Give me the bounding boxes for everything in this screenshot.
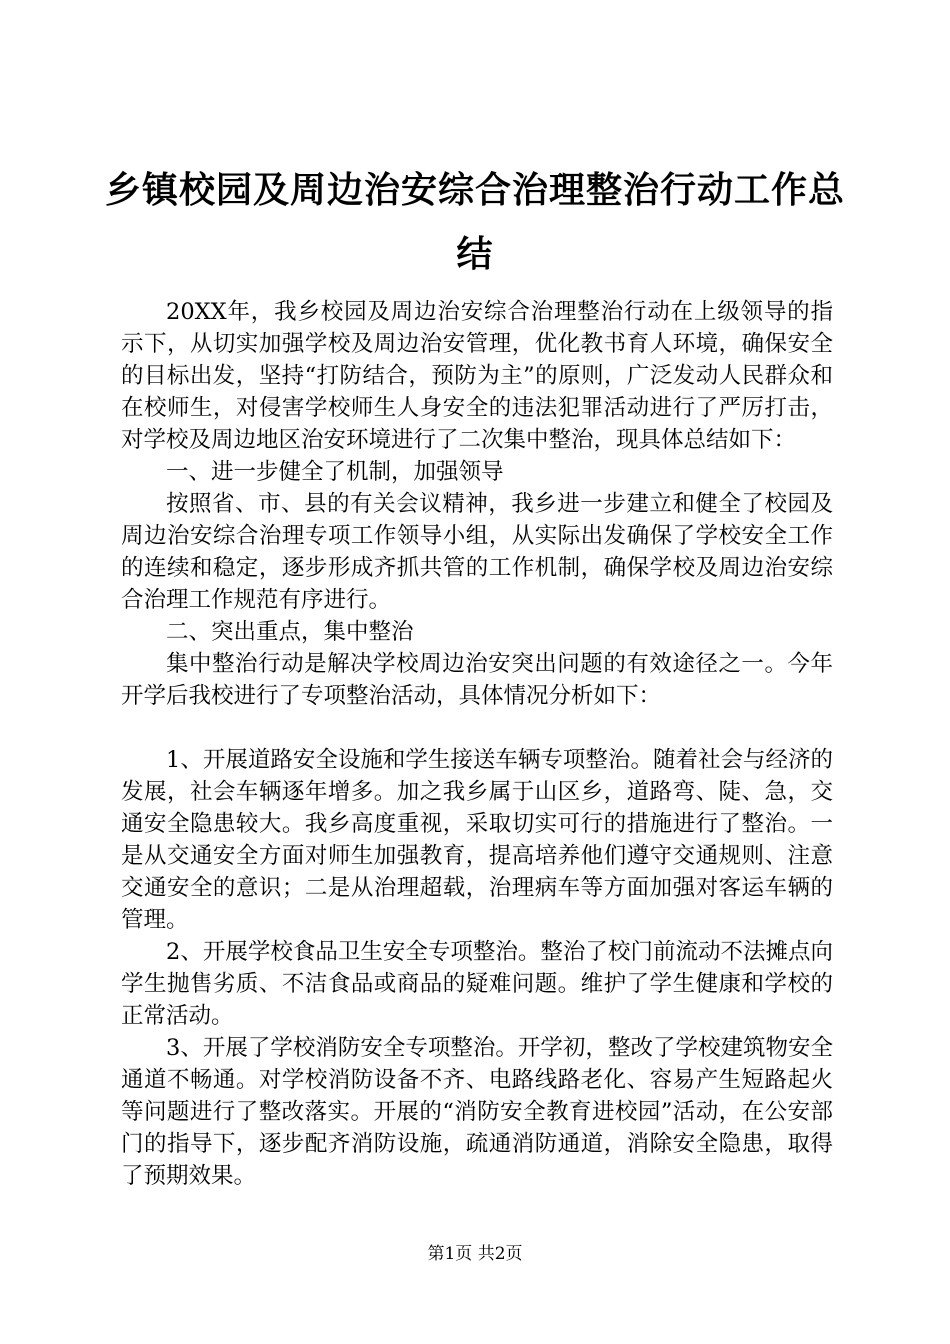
section-heading-1: 一、进一步健全了机制，加强领导: [166, 459, 504, 485]
section-heading-2: 二、突出重点，集中整治: [166, 619, 414, 645]
section-1-paragraph: 按照省、市、县的有关会议精神，我乡进一步建立和健全了校园及周边治安综合治理专项工作领导小组，从实际出发确保了学校安全工作的连续和稳定，逐步形成齐抓共管的工作机制，确保学校及周边治安综合治理工作规范有序进行。: [121, 491, 833, 613]
item-3-paragraph: 3、开展了学校消防安全专项整治。开学初，整改了学校建筑物安全通道不畅通。对学校消防设备不齐、电路线路老化、容易产生短路起火等问题进行了整改落实。开展的“消防安全教育进校园”活动，在公安部门的指导下，逐步配齐消防设施，疏通消防通道，消除安全隐患，取得了预期效果。: [121, 1035, 833, 1189]
blank-line: [121, 712, 833, 744]
intro-paragraph: 20XX年，我乡校园及周边治安综合治理整治行动在上级领导的指示下，从切实加强学校及周边治安管理，优化教书育人环境，确保安全的目标出发，坚持“打防结合，预防为主”的原则，广泛发动人民群众和在校师生，对侵害学校师生人身安全的违法犯罪活动进行了严厉打击，对学校及周边地区治安环境进行了二次集中整治，现具体总结如下：: [121, 299, 833, 453]
document-title: 乡镇校园及周边治安综合治理整治行动工作总结: [104, 169, 845, 275]
page-footer: 第1页 共2页: [427, 1244, 523, 1264]
item-1-paragraph: 1、开展道路安全设施和学生接送车辆专项整治。随着社会与经济的发展，社会车辆逐年增多。加之我乡属于山区乡，道路弯、陡、急，交通安全隐患较大。我乡高度重视，采取切实可行的措施进行了整治。一是从交通安全方面对师生加强教育，提高培养他们遵守交通规则、注意交通安全的意识；二是从治理超载，治理病车等方面加强对客运车辆的管理。: [121, 747, 833, 933]
section-2-paragraph: 集中整治行动是解决学校周边治安突出问题的有效途径之一。今年开学后我校进行了专项整治活动，具体情况分析如下：: [121, 651, 833, 709]
document-body: [121, 296, 833, 1192]
item-2-paragraph: 2、开展学校食品卫生安全专项整治。整治了校门前流动不法摊点向学生抛售劣质、不洁食品或商品的疑难问题。维护了学生健康和学校的正常活动。: [121, 939, 833, 1029]
